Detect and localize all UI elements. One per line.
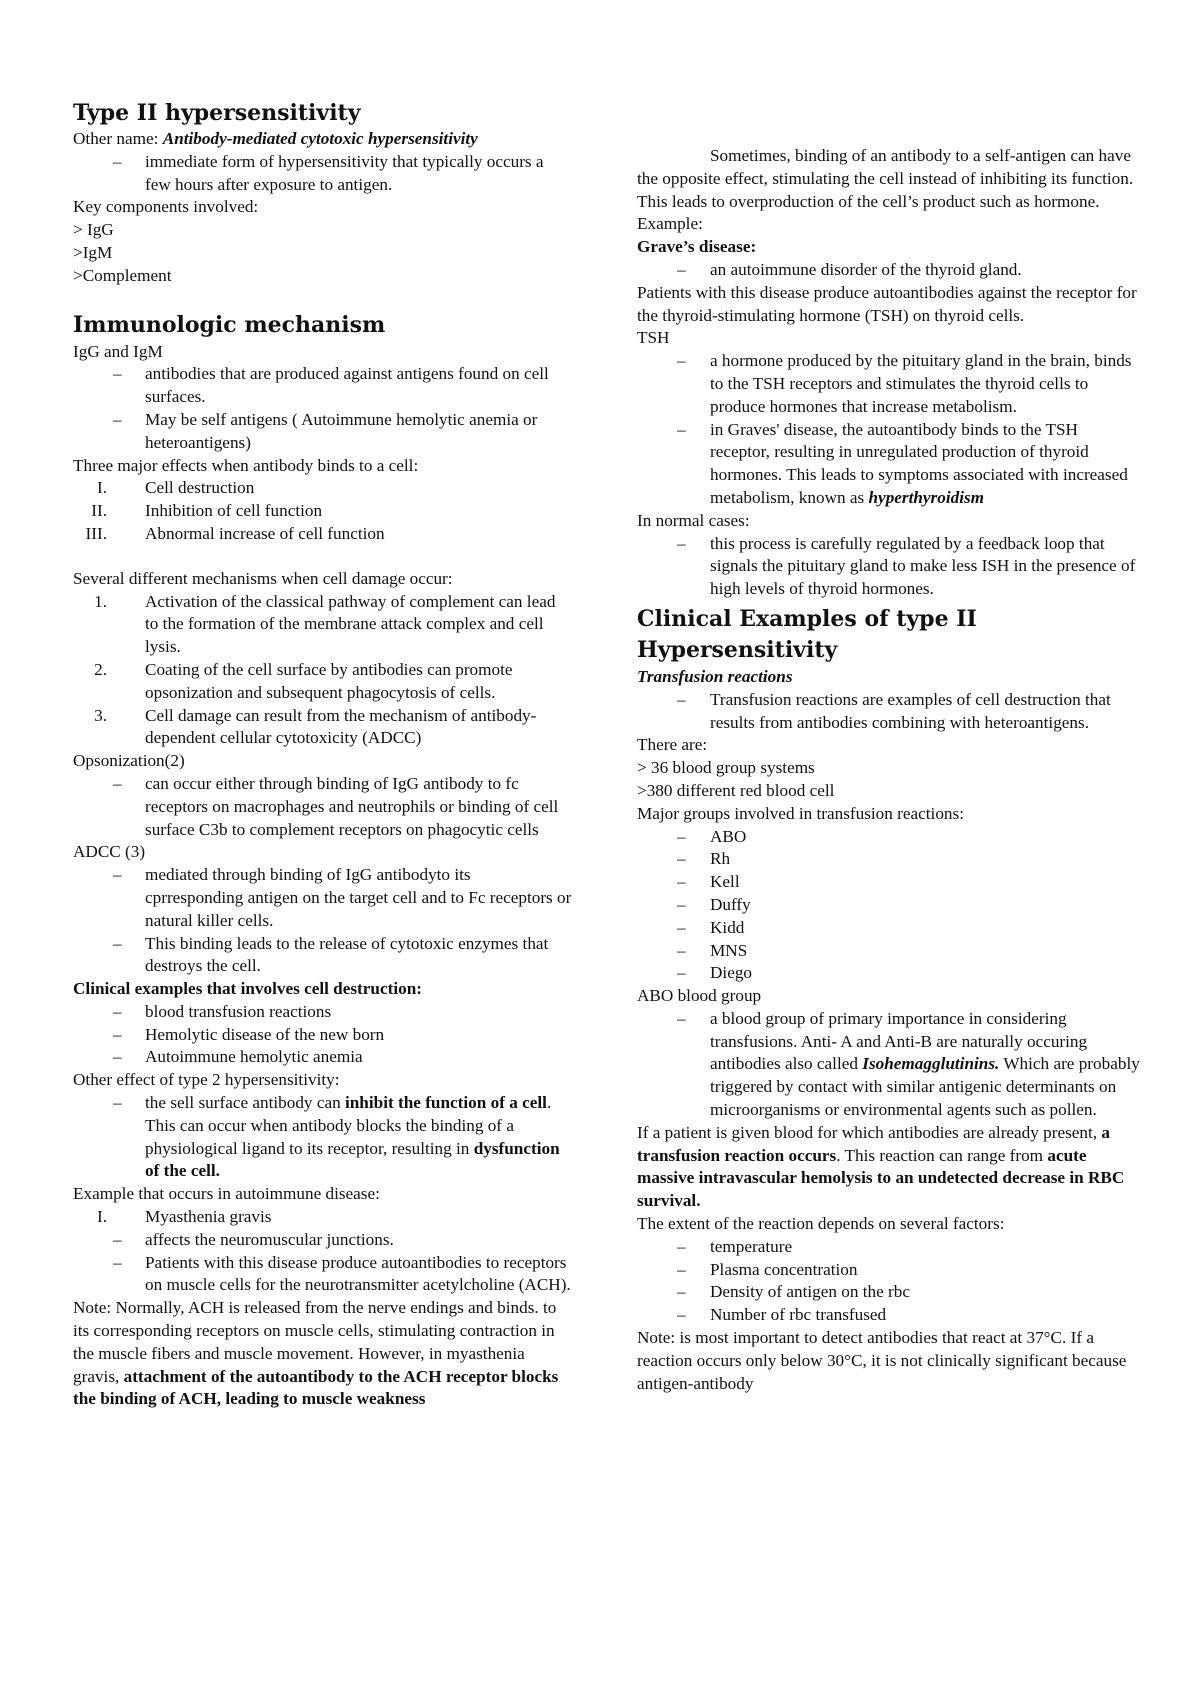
stimulation-intro: Sometimes, binding of an antibody to a self-antigen can have the opposite effect, stimulating the cell instead of inhibiting its function. xyxy=(637,146,1134,188)
extent-label: The extent of the reaction depends on several factors: xyxy=(637,1214,1005,1234)
key-component: >IgM xyxy=(73,242,113,262)
mechanisms-list xyxy=(73,591,573,751)
adcc-list xyxy=(73,864,573,978)
heading-type-ii: Type II hypersensitivity xyxy=(73,100,361,126)
list-item: I. Cell destruction xyxy=(96,478,255,498)
list-item: 3. Cell damage can result from the mechanism of antibody- dependent cellular cytotoxicity (ADCC) xyxy=(94,705,537,748)
there-are-label: There are: xyxy=(637,735,708,755)
clinical-destruction-list xyxy=(73,1001,573,1069)
list-item: – can occur either through binding of IgG antibody to fc receptors on macrophages and neutrophils or binding of cell surface C3b to complement receptors on phagocytic cells xyxy=(73,773,573,841)
transfusion-label: Transfusion reactions xyxy=(637,666,793,686)
major-groups-list xyxy=(637,826,1142,986)
list-item: – Transfusion reactions are examples of cell destruction that results from antibodies combining with heteroantigens. xyxy=(637,689,1142,735)
heading-clinical-examples: Clinical Examples of type II Hypersensitivity xyxy=(637,605,977,663)
list-item: – Autoimmune hemolytic anemia xyxy=(73,1046,573,1069)
list-item: – Diego xyxy=(637,962,1142,985)
list-item: – this process is carefully regulated by a feedback loop that signals the pituitary gland to make less ISH in the presence of high levels of thyroid hormones. xyxy=(637,533,1142,601)
heading-immunologic-mechanism: Immunologic mechanism xyxy=(73,311,386,338)
normal-cases-list xyxy=(637,533,1142,601)
graves-text: Patients with this disease produce autoantibodies against the receptor for the thyroid-stimulating hormone (TSH) on thyroid cells. xyxy=(637,282,1137,325)
list-item: – blood transfusion reactions xyxy=(73,1001,573,1024)
count-line: > 36 blood group systems xyxy=(637,758,815,778)
opsonization-label: Opsonization(2) xyxy=(73,751,185,771)
tsh-label: TSH xyxy=(637,328,670,348)
list-item: – affects the neuromuscular junctions. xyxy=(73,1229,573,1252)
count-line: >380 different red blood cell xyxy=(637,780,835,800)
list-item: – MNS xyxy=(637,940,1142,963)
list-item: – Duffy xyxy=(637,894,1142,917)
list-item: – temperature xyxy=(637,1236,1142,1259)
list-item: – the sell surface antibody can inhibit the function of a cell. This can occur when antibody blocks the binding of a physiological ligand to its receptor, resulting in dysfunction of the cell. xyxy=(73,1092,573,1183)
three-effects-label: Three major effects when antibody binds to a cell: xyxy=(73,455,419,475)
left-column xyxy=(73,0,573,1411)
list-item: – Density of antigen on the rbc xyxy=(637,1281,1142,1304)
list-item: – Plasma concentration xyxy=(637,1259,1142,1282)
igg-igm-list xyxy=(73,363,573,454)
opsonization-list xyxy=(73,773,573,841)
list-item: – a blood group of primary importance in considering transfusions. Anti- A and Anti-B are naturally occuring antibodies also called Isohemagglutinins. Which are probably triggered by contact with similar antigenic determinants on microorganisms or environmental agents such as pollen. xyxy=(637,1008,1142,1122)
list-item: – May be self antigens ( Autoimmune hemolytic anemia or heteroantigens) xyxy=(73,409,573,455)
three-effects-list xyxy=(73,477,573,545)
temperature-note: Note: is most important to detect antibodies that react at 37°C. If a reaction occurs only below 30°C, it is not clinically significant because antigen-antibody xyxy=(637,1328,1127,1393)
transfusion-list xyxy=(637,689,1142,735)
overproduction-text: This leads to overproduction of the cell’s product such as hormone. xyxy=(637,191,1100,211)
list-item: – antibodies that are produced against antigens found on cell surfaces. xyxy=(73,363,573,409)
other-effect-label: Other effect of type 2 hypersensitivity: xyxy=(73,1070,340,1090)
adcc-label: ADCC (3) xyxy=(73,842,146,862)
normal-cases-label: In normal cases: xyxy=(637,510,750,530)
myasthenia-details xyxy=(73,1229,573,1297)
mechanisms-label: Several different mechanisms when cell damage occur: xyxy=(73,568,453,588)
clinical-destruction-label: Clinical examples that involves cell destruction: xyxy=(73,979,422,999)
graves-label: Grave’s disease: xyxy=(637,237,757,257)
list-item: II. Inhibition of cell function xyxy=(91,501,323,521)
abo-list xyxy=(637,1008,1142,1122)
graves-list xyxy=(637,259,1142,282)
right-column xyxy=(637,0,1142,1395)
tsh-list xyxy=(637,350,1142,510)
example-label: Example: xyxy=(637,214,703,234)
factors-list xyxy=(637,1236,1142,1327)
list-item: – mediated through binding of IgG antibodyto its cprresponding antigen on the target cell and to Fc receptors or natural killer cells. xyxy=(73,864,573,932)
list-item: – Kidd xyxy=(637,917,1142,940)
key-component: >Complement xyxy=(73,265,172,285)
myasthenia-list xyxy=(73,1206,573,1229)
list-item: III. Abnormal increase of cell function xyxy=(85,523,385,543)
patient-reaction-text: If a patient is given blood for which antibodies are already present, a transfusion reaction occurs. This reaction can range from acute massive intravascular hemolysis to an undetected decrease in RBC survival. xyxy=(637,1122,1125,1211)
list-item: – an autoimmune disorder of the thyroid gland. xyxy=(637,259,1142,282)
key-component: > IgG xyxy=(73,220,114,240)
list-item: – This binding leads to the release of cytotoxic enzymes that destroys the cell. xyxy=(73,933,573,979)
igg-igm-label: IgG and IgM xyxy=(73,341,163,361)
major-groups-label: Major groups involved in transfusion reactions: xyxy=(637,803,964,823)
list-item: – Hemolytic disease of the new born xyxy=(73,1024,573,1047)
list-item: – Number of rbc transfused xyxy=(637,1304,1142,1327)
list-item: – Patients with this disease produce autoantibodies to receptors on muscle cells for the neurotransmitter acetylcholine (ACH). xyxy=(73,1252,573,1298)
list-item: – in Graves' disease, the autoantibody binds to the TSH receptor, resulting in unregulated production of thyroid hormones. This leads to symptoms associated with increased metabolism, known as hyperthyroidism xyxy=(637,419,1142,510)
abo-label: ABO blood group xyxy=(637,986,762,1006)
list-item: – a hormone produced by the pituitary gland in the brain, binds to the TSH receptors and stimulates the thyroid cells to produce hormones that increase metabolism. xyxy=(637,350,1142,418)
key-components-label: Key components involved: xyxy=(73,197,259,217)
list-item: 1. Activation of the classical pathway of complement can lead to the formation of the membrane attack complex and cell lysis. xyxy=(94,591,556,657)
list-item: – Rh xyxy=(637,848,1142,871)
intro-list xyxy=(73,151,573,197)
ach-note: Note: Normally, ACH is released from the nerve endings and binds. to its corresponding receptors on muscle cells, stimulating contraction in the muscle fibers and muscle movement. However, in myasthenia gravis, attachment of the autoantibody to the ACH receptor blocks the binding of ACH, leading to muscle weakness xyxy=(73,1298,559,1409)
other-name-line: Other name: Antibody-mediated cytotoxic hypersensitivity xyxy=(73,129,478,148)
list-item: – immediate form of hypersensitivity that typically occurs a few hours after exposure to antigen. xyxy=(73,151,573,197)
list-item: 2. Coating of the cell surface by antibodies can promote opsonization and subsequent phagocytosis of cells. xyxy=(94,659,513,702)
list-item: – Kell xyxy=(637,871,1142,894)
list-item: – ABO xyxy=(637,826,1142,849)
list-item: I. Myasthenia gravis xyxy=(96,1207,272,1227)
autoimmune-example-label: Example that occurs in autoimmune disease: xyxy=(73,1184,380,1204)
other-effect-list xyxy=(73,1092,573,1183)
